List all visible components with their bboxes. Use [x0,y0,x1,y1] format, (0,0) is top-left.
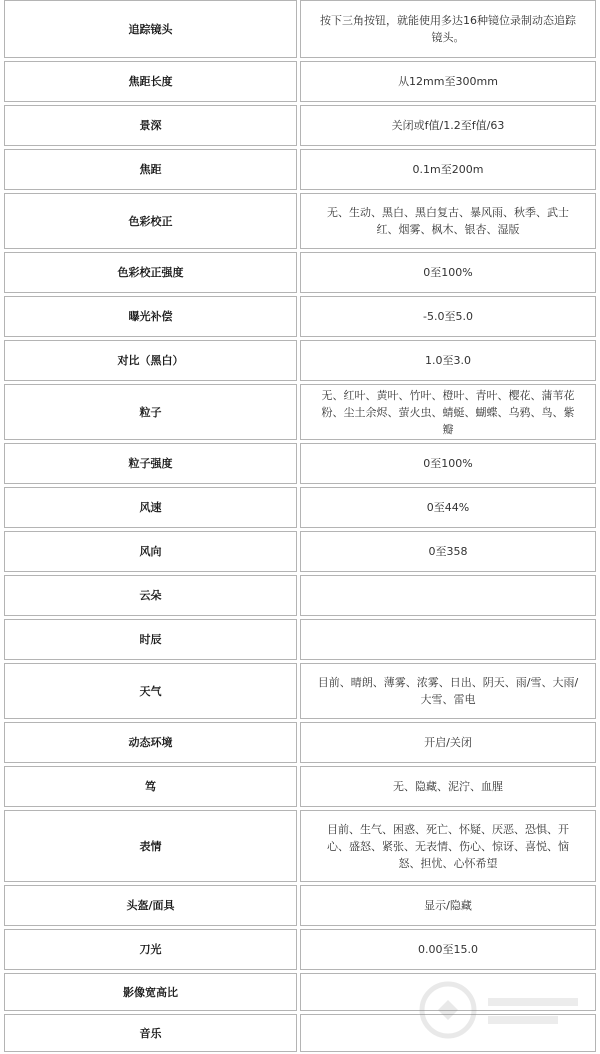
row-label: 动态环境 [4,722,297,763]
row-value: -5.0至5.0 [300,296,596,337]
row-label: 粒子 [4,384,297,440]
table-row [4,575,596,616]
row-label: 景深 [4,105,297,146]
row-label: 焦距 [4,149,297,190]
table-row [4,105,596,146]
row-label: 风速 [4,487,297,528]
row-value: 显示/隐藏 [300,885,596,926]
table-row [4,973,596,1011]
row-value: 0至100% [300,443,596,484]
row-value: 0至358 [300,531,596,572]
table-row [4,61,596,102]
row-value [300,1014,596,1052]
table-row [4,531,596,572]
table-row [4,929,596,970]
row-value [300,973,596,1011]
row-label: 头盔/面具 [4,885,297,926]
row-label: 焦距长度 [4,61,297,102]
row-value: 目前、生气、困惑、死亡、怀疑、厌恶、恐惧、开心、盛怒、紧张、无表情、伤心、惊讶、喜悦、恼怒、担忧、心怀希望 [300,810,596,882]
table-row [4,663,596,719]
row-value: 0.00至15.0 [300,929,596,970]
row-label: 风向 [4,531,297,572]
row-value: 无、生动、黑白、黑白复古、暴风雨、秋季、武士红、烟雾、枫木、银杏、湿版 [300,193,596,249]
row-label: 刀光 [4,929,297,970]
row-value [300,619,596,660]
row-value: 按下三角按钮，就能使用多达16种镜位录制动态追踪镜头。 [300,0,596,58]
row-label: 云朵 [4,575,297,616]
row-value: 无、红叶、黄叶、竹叶、橙叶、青叶、樱花、蒲苇花粉、尘土余烬、萤火虫、蜻蜓、蝴蝶、乌鸦、鸟、紫瓣 [300,384,596,440]
row-label: 曝光补偿 [4,296,297,337]
row-label: 影像宽高比 [4,973,297,1011]
table-row [4,810,596,882]
row-label: 天气 [4,663,297,719]
row-value: 目前、晴朗、薄雾、浓雾、日出、阴天、雨/雪、大雨/大雪、雷电 [300,663,596,719]
row-label: 粒子强度 [4,443,297,484]
table-row [4,885,596,926]
table-row [4,252,596,293]
row-value [300,575,596,616]
row-label: 色彩校正 [4,193,297,249]
row-value: 0至44% [300,487,596,528]
table-row [4,722,596,763]
table-row [4,0,596,58]
row-value: 无、隐藏、泥泞、血腥 [300,766,596,807]
table-row [4,296,596,337]
row-value: 1.0至3.0 [300,340,596,381]
row-label: 时辰 [4,619,297,660]
row-value: 开启/关闭 [300,722,596,763]
table-row [4,443,596,484]
table-row [4,1014,596,1052]
row-value: 0.1m至200m [300,149,596,190]
row-label: 表情 [4,810,297,882]
table-row [4,487,596,528]
table-row [4,340,596,381]
row-label: 对比（黑白） [4,340,297,381]
table-row [4,193,596,249]
row-value: 0至100% [300,252,596,293]
row-label: 音乐 [4,1014,297,1052]
row-value: 关闭或f值/1.2至f值/63 [300,105,596,146]
row-value: 从12mm至300mm [300,61,596,102]
table-row [4,149,596,190]
row-label: 追踪镜头 [4,0,297,58]
table-row [4,384,596,440]
row-label: 笃 [4,766,297,807]
row-label: 色彩校正强度 [4,252,297,293]
table-row [4,766,596,807]
table-row [4,619,596,660]
